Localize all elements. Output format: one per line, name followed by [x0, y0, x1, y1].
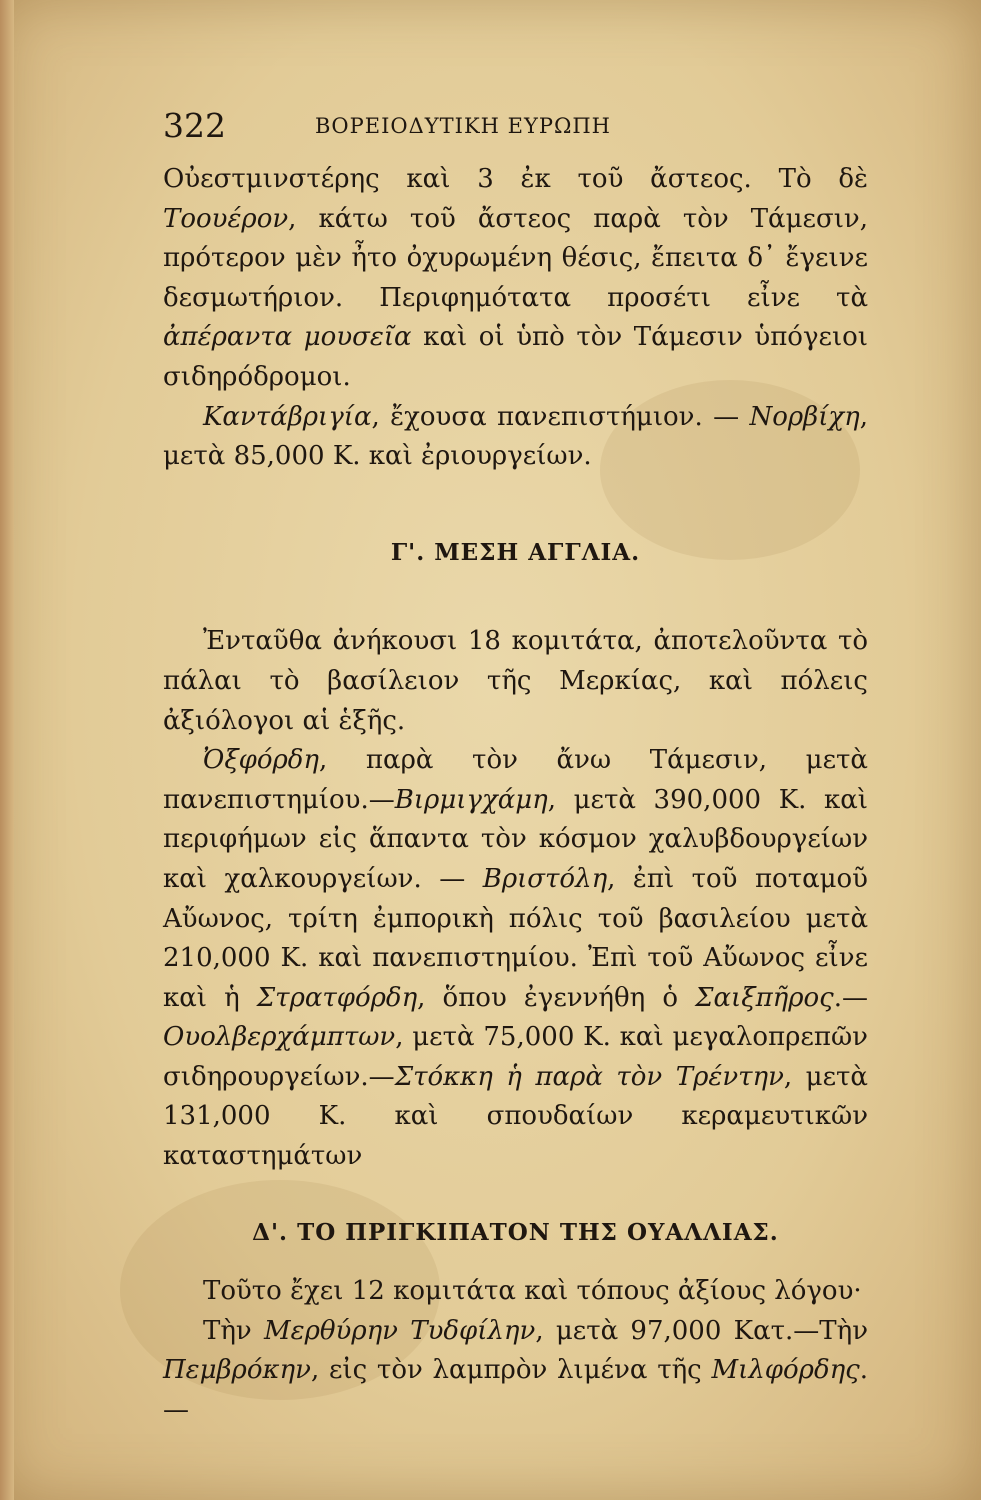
text-run: Οὐεστμινστέρης καὶ 3 ἐκ τοῦ ἄστεος. Τὸ δὲ — [163, 164, 868, 194]
text-run: , παρὰ τὸν ἄνω Τάμεσιν, μετὰ πανεπιστημίου.— — [163, 745, 868, 815]
place-name: Βιρμιγχάμη — [394, 784, 548, 815]
text-run: , ἐπὶ τοῦ ποταμοῦ Αὔωνος, τρίτη ἐμπορικὴ πόλις τοῦ βασιλείου μετὰ 210,000 Κ. καὶ πανεπιστημίου. Ἐπὶ τοῦ Αὔωνος εἶνε καὶ ἡ — [163, 863, 868, 1013]
place-name: Στρατφόρδη — [256, 982, 418, 1013]
section-heading-wales: Δ'. ΤΟ ΠΡΙΓΚΙΠΑΤΟΝ ΤΗΣ ΟΥΑΛΛΙΑΣ. — [252, 1218, 779, 1246]
paragraph-london-continued — [163, 160, 868, 398]
section-heading-middle-england: Γ'. ΜΕΣΗ ΑΓΓΛΙΑ. — [390, 538, 641, 566]
text-run: .— — [163, 1355, 868, 1426]
place-name: Ουολβερχάμπτων — [163, 1022, 396, 1053]
page-spine-edge — [0, 0, 14, 1500]
paragraph-middle-england-cities — [163, 741, 868, 1177]
italic-phrase: ἀπέραντα μουσεῖα — [163, 322, 412, 353]
text-run: Τὴν — [203, 1315, 264, 1346]
place-name: Νορβίχη — [749, 401, 860, 432]
page-header — [163, 104, 863, 154]
place-name: Μιλφόρδης — [711, 1355, 860, 1386]
place-name: Τοουέρον — [163, 203, 289, 234]
paragraph-cambridge-norwich — [163, 398, 868, 477]
text-run: , μετὰ 131,000 Κ. καὶ σπουδαίων κεραμευτικῶν καταστημάτων — [163, 1061, 868, 1172]
page-number: 322 — [163, 106, 226, 145]
person-name: Σαιξπῆρος — [695, 982, 834, 1013]
running-title: ΒΟΡΕΙΟΔΥΤΙΚΗ ΕΥΡΩΠΗ — [315, 114, 611, 138]
text-run: , μετὰ 85,000 Κ. καὶ ἐριουργείων. — [163, 401, 868, 472]
text-run: , μετὰ 75,000 Κ. καὶ μεγαλοπρεπῶν σιδηρουργείων.— — [163, 1022, 868, 1092]
place-name: Μερθύρην Τυδφίλην — [264, 1315, 536, 1346]
paragraph-wales-cities — [163, 1312, 868, 1431]
text-run: , κάτω τοῦ ἄστεος παρὰ τὸν Τάμεσιν, πρότερον μὲν ἦτο ὀχυρωμένη θέσις, ἔπειτα δ᾽ ἔγεινε δεσμωτήριον. Περιφημότατα προσέτι εἶνε τὰ — [163, 203, 868, 313]
place-name: Βριστόλη — [482, 863, 608, 894]
place-name: Καντάβριγία — [203, 401, 372, 432]
text-run: , ἔχουσα πανεπιστήμιον. — — [371, 401, 750, 432]
text-run: , μετὰ 390,000 Κ. καὶ περιφήμων εἰς ἅπαντα τὸν κόσμον χαλυβδουργείων καὶ χαλκουργείων. — — [163, 784, 868, 894]
text-run: , εἰς τὸν λαμπρὸν λιμένα τῆς — [310, 1355, 712, 1386]
place-name: Πεμβρόκην — [163, 1355, 311, 1386]
page-content — [163, 160, 868, 1431]
place-name: Στόκκη ἡ παρὰ τὸν Τρέντην — [394, 1061, 784, 1092]
text-run: καὶ οἱ ὑπὸ τὸν Τάμεσιν ὑπόγειοι σιδηρόδρομοι. — [163, 322, 868, 392]
text-run: .— — [833, 982, 868, 1013]
place-name: Ὀξφόρδη — [203, 745, 320, 776]
paragraph-middle-england-intro: Ἐνταῦθα ἀνήκουσι 18 κομιτάτα, ἀποτελοῦντα τὸ πάλαι τὸ βασίλειον τῆς Μερκίας, καὶ πόλεις ἀξιόλογοι αἱ ἑξῆς. — [163, 626, 868, 736]
text-run: , ὅπου ἐγεννήθη ὁ — [417, 982, 696, 1013]
text-run: , μετὰ 97,000 Κατ.—Τὴν — [535, 1315, 868, 1346]
paragraph-wales-intro: Τοῦτο ἔχει 12 κομιτάτα καὶ τόπους ἀξίους λόγου· — [203, 1276, 862, 1307]
